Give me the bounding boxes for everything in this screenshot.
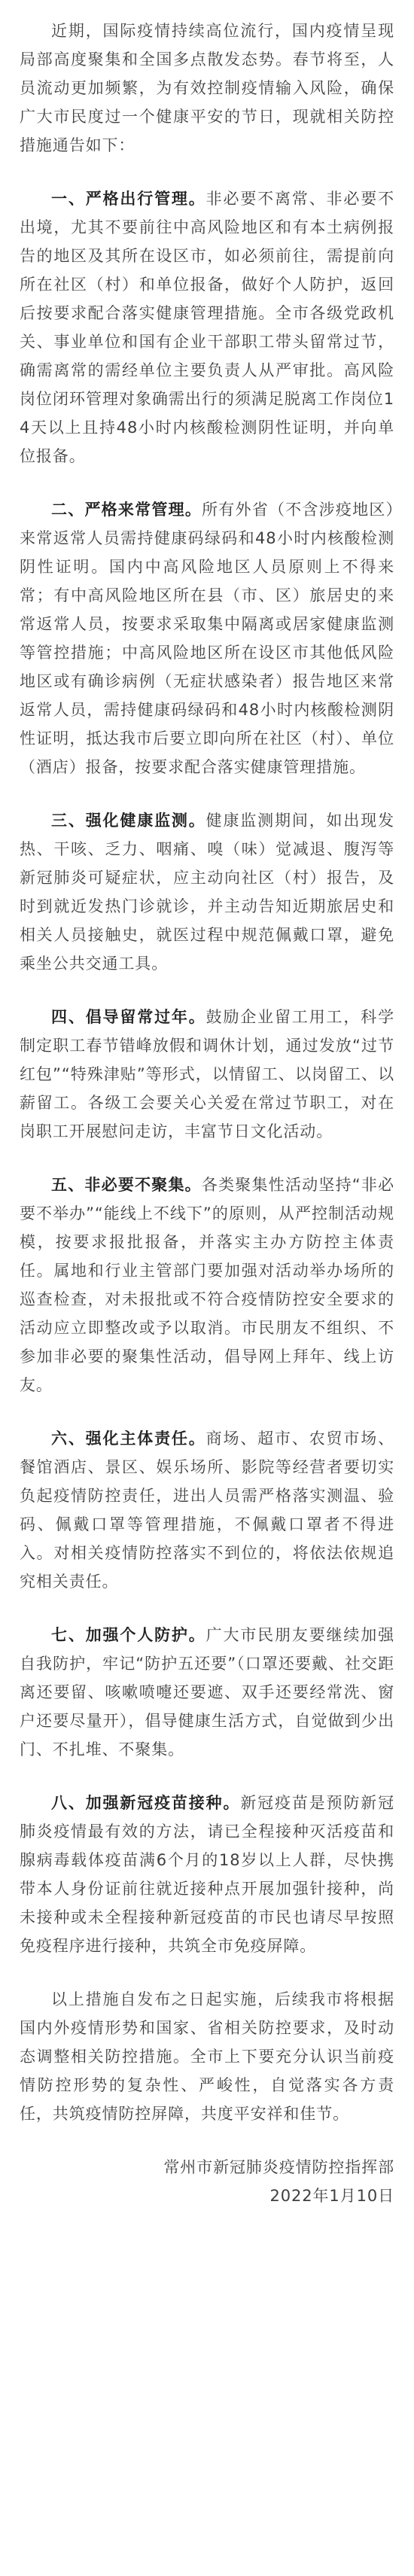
section-4-paragraph <box>20 1003 394 1146</box>
closing-paragraph <box>20 1985 394 2128</box>
section-8-heading: 八、加强新冠疫苗接种。 <box>51 1794 241 1812</box>
section-3-heading: 三、强化健康监测。 <box>51 811 206 830</box>
section-1-heading: 一、严格出行管理。 <box>51 190 206 208</box>
section-4-heading: 四、倡导留常过年。 <box>51 1008 206 1026</box>
section-2-heading: 二、严格来常管理。 <box>51 501 202 519</box>
section-5-paragraph <box>20 1171 394 1399</box>
section-1-text: 非必要不离常、非必要不出境，尤其不要前往中高风险地区和有本土病例报告的地区及其所在设区市，如必须前往，需提前向所在社区（村）和单位报备，做好个人防护，返回后按要求配合落实健康管理措施。全市各级党政机关、事业单位和国有企业干部职工带头留常过节，确需离常的需经单位主要负责人从严审批。高风险岗位闭环管理对象确需出行的须满足脱离工作岗位14天以上且持48小时内核酸检测阴性证明，并向单位报备。 <box>20 190 394 465</box>
section-6-text: 商场、超市、农贸市场、餐馆酒店、景区、娱乐场所、影院等经营者要切实负起疫情防控责任，进出人员需严格落实测温、验码、佩戴口罩等管理措施，不佩戴口罩者不得进入。对相关疫情防控落实不到位的，将依法依规追究相关责任。 <box>20 1430 394 1591</box>
section-3-text: 健康监测期间，如出现发热、干咳、乏力、咽痛、嗅（味）觉减退、腹泻等新冠肺炎可疑症状，应主动向社区（村）报告，及时到就近发热门诊就诊，并主动告知近期旅居史和相关人员接触史，就医过程中规范佩戴口罩，避免乘坐公共交通工具。 <box>20 811 394 973</box>
section-2-text: 所有外省（不含涉疫地区）来常返常人员需持健康码绿码和48小时内核酸检测阴性证明。国内中高风险地区人员原则上不得来常；有中高风险地区所在县（市、区）旅居史的来常返常人员，按要求采取集中隔离或居家健康监测等管控措施；中高风险地区所在设区市其他低风险地区或有确诊病例（无症状感染者）报告地区来常返常人员，需持健康码绿码和48小时内核酸检测阴性证明，抵达我市后要立即向所在社区（村）、单位（酒店）报备，按要求配合落实健康管理措施。 <box>20 501 394 776</box>
intro-paragraph <box>20 17 394 160</box>
notice-footer <box>20 2153 394 2210</box>
section-6-heading: 六、强化主体责任。 <box>51 1430 206 1448</box>
paragraph-text: 以上措施自发布之日起实施，后续我市将根据国内外疫情形势和国家、省相关防控要求，及时动态调整相关防控措施。全市上下要充分认识当前疫情防控形势的复杂性、严峻性，自觉落实各方责任，共筑疫情防控屏障，共度平安祥和佳节。 <box>20 1990 394 2123</box>
section-4-text: 鼓励企业留工用工，科学制定职工春节错峰放假和调休计划，通过发放“过节红包”“特殊津贴”等形式，以情留工、以岗留工、以薪留工。各级工会要关心关爱在常过节职工，对在岗职工开展慰问走访，丰富节日文化活动。 <box>20 1008 394 1140</box>
section-1-paragraph <box>20 184 394 470</box>
issuer-name: 常州市新冠肺炎疫情防控指挥部 <box>163 2158 394 2176</box>
section-7-text: 广大市民朋友要继续加强自我防护，牢记“防护五还要”（口罩还要戴、社交距离还要留、咳嗽喷嚏还要遮、双手还要经常洗、窗户还要尽量开），倡导健康生活方式，自觉做到少出门、不扎堆、不聚集。 <box>20 1626 394 1758</box>
section-7-heading: 七、加强个人防护。 <box>51 1626 206 1644</box>
section-7-paragraph <box>20 1621 394 1764</box>
issue-date: 2022年1月10日 <box>269 2187 394 2205</box>
section-5-text: 各类聚集性活动坚持“非必要不举办”“能线上不线下”的原则，从严控制活动规模，按要求报批报备，并落实主办方防控主体责任。属地和行业主管部门要加强对活动举办场所的巡查检查，对未报批或不符合疫情防控安全要求的活动应立即整改或予以取消。市民朋友不组织、不参加非必要的聚集性活动，倡导网上拜年、线上访友。 <box>20 1176 394 1394</box>
section-5-heading: 五、非必要不聚集。 <box>51 1176 202 1194</box>
paragraph-text: 近期，国际疫情持续高位流行，国内疫情呈现局部高度聚集和全国多点散发态势。春节将至，人员流动更加频繁，为有效控制疫情输入风险，确保广大市民度过一个健康平安的节日，现就相关防控措施通告如下： <box>20 22 394 154</box>
section-3-paragraph <box>20 806 394 978</box>
section-2-paragraph <box>20 495 394 781</box>
section-8-text: 新冠疫苗是预防新冠肺炎疫情最有效的方法，请已全程接种灭活疫苗和腺病毒载体疫苗满6个月的18岁以上人群，尽快携带本人身份证前往就近接种点开展加强针接种，尚未接种或未全程接种新冠疫苗的市民也请尽早按照免疫程序进行接种，共筑全市免疫屏障。 <box>20 1794 394 1955</box>
section-8-paragraph <box>20 1789 394 1960</box>
section-6-paragraph <box>20 1424 394 1596</box>
